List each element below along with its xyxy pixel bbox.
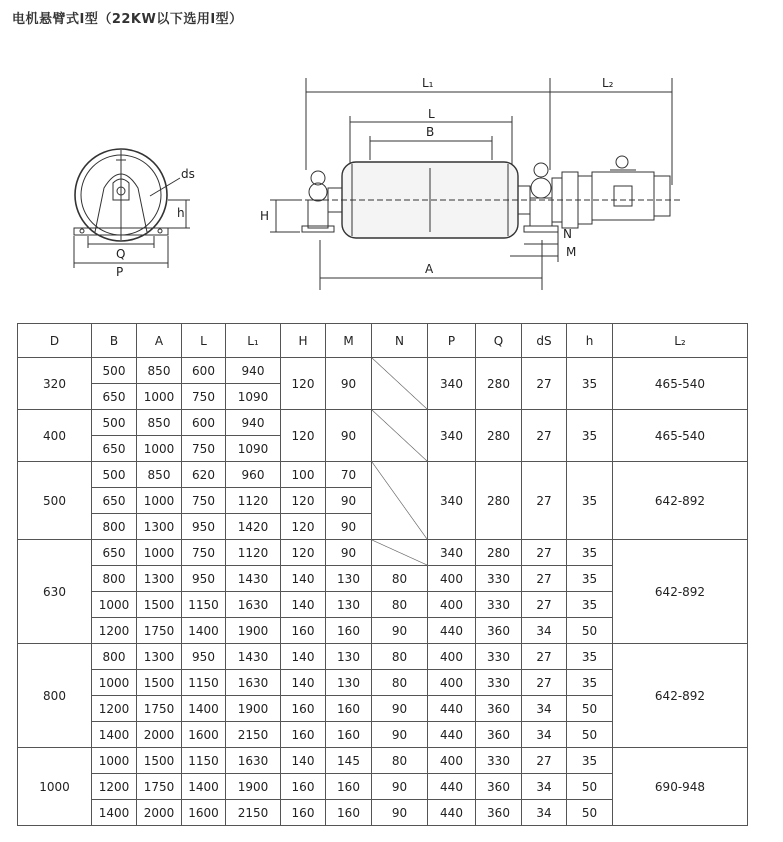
table-row: [18, 358, 748, 384]
table-cell: 280: [476, 358, 522, 410]
page-title: 电机悬臂式Ⅰ型（22KW以下选用Ⅰ型）: [12, 12, 243, 27]
table-cell: 330: [476, 592, 522, 618]
table-cell: 620: [182, 462, 226, 488]
table-cell: 35: [567, 462, 613, 540]
table-cell: 35: [567, 670, 613, 696]
table-cell: 50: [567, 618, 613, 644]
table-cell: 1750: [137, 774, 182, 800]
table-cell: 1120: [226, 540, 281, 566]
table-cell: 320: [18, 358, 92, 410]
table-cell: 27: [522, 670, 567, 696]
table-cell: 1300: [137, 566, 182, 592]
table-cell: 1000: [92, 592, 137, 618]
table-cell: 1000: [137, 488, 182, 514]
table-cell: 1430: [226, 566, 281, 592]
table-cell: 800: [92, 566, 137, 592]
label-p: P: [116, 265, 124, 279]
table-cell: 500: [92, 462, 137, 488]
table-cell: 120: [281, 488, 326, 514]
side-view: [74, 149, 195, 279]
table-cell: 642-892: [613, 644, 748, 748]
table-cell: 1000: [137, 540, 182, 566]
table-cell: 440: [428, 800, 476, 826]
table-cell: 690-948: [613, 748, 748, 826]
table-cell: 160: [281, 800, 326, 826]
table-cell: 650: [92, 384, 137, 410]
table-cell: 400: [428, 748, 476, 774]
table-cell: [372, 462, 428, 540]
label-h: h: [177, 206, 185, 220]
column-header: M: [326, 324, 372, 358]
table-cell: 330: [476, 670, 522, 696]
table-cell: 1000: [137, 384, 182, 410]
table-cell: 34: [522, 722, 567, 748]
table-cell: 160: [326, 722, 372, 748]
table-cell: 90: [372, 618, 428, 644]
table-cell: 400: [18, 410, 92, 462]
table-cell: 1090: [226, 436, 281, 462]
table-cell: 35: [567, 748, 613, 774]
table-cell: 90: [372, 696, 428, 722]
table-cell: 650: [92, 436, 137, 462]
table-cell: 440: [428, 774, 476, 800]
table-cell: 35: [567, 358, 613, 410]
column-header: L₁: [226, 324, 281, 358]
table-cell: 160: [281, 774, 326, 800]
table-cell: 360: [476, 618, 522, 644]
column-header: N: [372, 324, 428, 358]
label-l2: L₂: [602, 76, 614, 90]
table-cell: 1000: [92, 670, 137, 696]
table-cell: 800: [92, 644, 137, 670]
table-cell: 1750: [137, 696, 182, 722]
table-cell: 1300: [137, 514, 182, 540]
table-cell: [372, 358, 428, 410]
label-n: N: [563, 227, 572, 241]
table-cell: 80: [372, 748, 428, 774]
table-cell: 1400: [182, 696, 226, 722]
table-cell: 90: [372, 722, 428, 748]
table-cell: 1600: [182, 722, 226, 748]
table-cell: 1090: [226, 384, 281, 410]
table-cell: 1400: [92, 722, 137, 748]
table-cell: 1200: [92, 618, 137, 644]
table-cell: 2150: [226, 722, 281, 748]
table-row: [18, 462, 748, 488]
table-cell: 1420: [226, 514, 281, 540]
table-cell: 90: [326, 540, 372, 566]
table-cell: 27: [522, 644, 567, 670]
table-cell: 120: [281, 514, 326, 540]
column-header: H: [281, 324, 326, 358]
table-cell: 1000: [137, 436, 182, 462]
table-cell: 35: [567, 644, 613, 670]
table-cell: 440: [428, 618, 476, 644]
table-cell: 1000: [92, 748, 137, 774]
table-cell: 34: [522, 800, 567, 826]
table-cell: 1500: [137, 748, 182, 774]
table-cell: 1630: [226, 670, 281, 696]
table-cell: 650: [92, 488, 137, 514]
table-cell: 90: [326, 514, 372, 540]
table-cell: 360: [476, 774, 522, 800]
table-cell: 465-540: [613, 358, 748, 410]
table-cell: 120: [281, 540, 326, 566]
table-cell: 1120: [226, 488, 281, 514]
table-cell: 850: [137, 358, 182, 384]
table-cell: 1630: [226, 592, 281, 618]
table-cell: 340: [428, 410, 476, 462]
label-h-front: H: [260, 209, 270, 223]
table-cell: 35: [567, 592, 613, 618]
table-header-row: [18, 324, 748, 358]
table-cell: 940: [226, 410, 281, 436]
table-cell: 750: [182, 384, 226, 410]
table-cell: 950: [182, 514, 226, 540]
table-cell: 800: [92, 514, 137, 540]
table-cell: 130: [326, 644, 372, 670]
label-l1: L₁: [422, 76, 434, 90]
table-cell: 120: [281, 358, 326, 410]
column-header: h: [567, 324, 613, 358]
table-cell: 330: [476, 566, 522, 592]
table-cell: 160: [326, 696, 372, 722]
column-header: A: [137, 324, 182, 358]
table-cell: 90: [326, 358, 372, 410]
table-cell: 80: [372, 644, 428, 670]
table-cell: 27: [522, 410, 567, 462]
table-cell: 27: [522, 540, 567, 566]
column-header: P: [428, 324, 476, 358]
table-cell: 35: [567, 540, 613, 566]
table-cell: 850: [137, 410, 182, 436]
label-b: B: [426, 125, 435, 139]
table-cell: 1630: [226, 748, 281, 774]
table-cell: 50: [567, 696, 613, 722]
table-cell: 1500: [137, 670, 182, 696]
table-row: [18, 748, 748, 774]
table-cell: 465-540: [613, 410, 748, 462]
table-cell: 1400: [182, 618, 226, 644]
table-cell: 400: [428, 644, 476, 670]
table-cell: 400: [428, 670, 476, 696]
table-cell: 160: [326, 618, 372, 644]
table-cell: 50: [567, 722, 613, 748]
table-cell: 130: [326, 566, 372, 592]
table-cell: 360: [476, 800, 522, 826]
table-cell: 90: [372, 800, 428, 826]
table-cell: 130: [326, 592, 372, 618]
table-cell: 850: [137, 462, 182, 488]
label-q: Q: [116, 247, 126, 261]
table-cell: 1500: [137, 592, 182, 618]
table-cell: 280: [476, 462, 522, 540]
table-cell: 90: [372, 774, 428, 800]
table-cell: 1400: [182, 774, 226, 800]
table-cell: [372, 540, 428, 566]
table-cell: 1900: [226, 774, 281, 800]
table-cell: 80: [372, 592, 428, 618]
table-cell: 600: [182, 358, 226, 384]
table-cell: 360: [476, 696, 522, 722]
table-cell: 330: [476, 644, 522, 670]
label-a: A: [425, 262, 434, 276]
table-cell: 600: [182, 410, 226, 436]
table-cell: 120: [281, 410, 326, 462]
table-cell: 750: [182, 540, 226, 566]
table-cell: 1000: [18, 748, 92, 826]
table-cell: 500: [92, 358, 137, 384]
table-cell: 1750: [137, 618, 182, 644]
table-cell: 100: [281, 462, 326, 488]
table-cell: 440: [428, 722, 476, 748]
table-cell: 27: [522, 566, 567, 592]
front-view: [260, 76, 680, 290]
table-cell: 90: [326, 410, 372, 462]
table-row: [18, 540, 748, 566]
table-cell: 90: [326, 488, 372, 514]
table-cell: 50: [567, 800, 613, 826]
table-cell: 140: [281, 670, 326, 696]
table-cell: 2150: [226, 800, 281, 826]
table-cell: 940: [226, 358, 281, 384]
table-cell: 750: [182, 436, 226, 462]
table-cell: 280: [476, 540, 522, 566]
table-cell: 35: [567, 410, 613, 462]
table-cell: 34: [522, 774, 567, 800]
table-cell: 160: [326, 800, 372, 826]
table-row: [18, 410, 748, 436]
label-l: L: [428, 107, 435, 121]
table-cell: 160: [281, 696, 326, 722]
column-header: D: [18, 324, 92, 358]
table-cell: 280: [476, 410, 522, 462]
column-header: Q: [476, 324, 522, 358]
table-cell: 642-892: [613, 462, 748, 540]
table-cell: 340: [428, 540, 476, 566]
table-cell: 360: [476, 722, 522, 748]
table-cell: 950: [182, 566, 226, 592]
table-cell: 400: [428, 592, 476, 618]
column-header: L₂: [613, 324, 748, 358]
table-cell: 1300: [137, 644, 182, 670]
table-cell: 642-892: [613, 540, 748, 644]
column-header: B: [92, 324, 137, 358]
table-cell: 80: [372, 670, 428, 696]
table-cell: 1900: [226, 696, 281, 722]
table-cell: 140: [281, 566, 326, 592]
table-cell: 1400: [92, 800, 137, 826]
table-cell: 1150: [182, 592, 226, 618]
column-header: dS: [522, 324, 567, 358]
table-cell: 27: [522, 462, 567, 540]
table-cell: 750: [182, 488, 226, 514]
table-cell: 140: [281, 748, 326, 774]
table-cell: 330: [476, 748, 522, 774]
table-cell: 140: [281, 592, 326, 618]
table-cell: 1200: [92, 696, 137, 722]
table-cell: 440: [428, 696, 476, 722]
table-cell: [372, 410, 428, 462]
table-cell: 1200: [92, 774, 137, 800]
table-cell: 2000: [137, 800, 182, 826]
spec-table: [17, 323, 748, 826]
table-cell: 650: [92, 540, 137, 566]
technical-drawing: [0, 0, 783, 320]
table-cell: 400: [428, 566, 476, 592]
table-cell: 130: [326, 670, 372, 696]
table-cell: 27: [522, 358, 567, 410]
table-cell: 27: [522, 592, 567, 618]
table-cell: 70: [326, 462, 372, 488]
table-row: [18, 644, 748, 670]
table-cell: 1900: [226, 618, 281, 644]
table-cell: 160: [281, 722, 326, 748]
table-cell: 145: [326, 748, 372, 774]
table-cell: 950: [182, 644, 226, 670]
table-cell: 2000: [137, 722, 182, 748]
table-cell: 500: [18, 462, 92, 540]
table-cell: 800: [18, 644, 92, 748]
table-cell: 1150: [182, 748, 226, 774]
table-cell: 50: [567, 774, 613, 800]
table-cell: 1600: [182, 800, 226, 826]
table-cell: 34: [522, 618, 567, 644]
table-cell: 160: [281, 618, 326, 644]
table-cell: 500: [92, 410, 137, 436]
table-cell: 630: [18, 540, 92, 644]
table-cell: 960: [226, 462, 281, 488]
table-cell: 27: [522, 748, 567, 774]
table-cell: 160: [326, 774, 372, 800]
table-cell: 1430: [226, 644, 281, 670]
label-m: M: [566, 245, 577, 259]
table-cell: 34: [522, 696, 567, 722]
label-ds: ds: [181, 167, 195, 181]
table-cell: 340: [428, 462, 476, 540]
table-cell: 140: [281, 644, 326, 670]
table-cell: 1150: [182, 670, 226, 696]
table-cell: 35: [567, 566, 613, 592]
table-cell: 80: [372, 566, 428, 592]
table-cell: 340: [428, 358, 476, 410]
column-header: L: [182, 324, 226, 358]
